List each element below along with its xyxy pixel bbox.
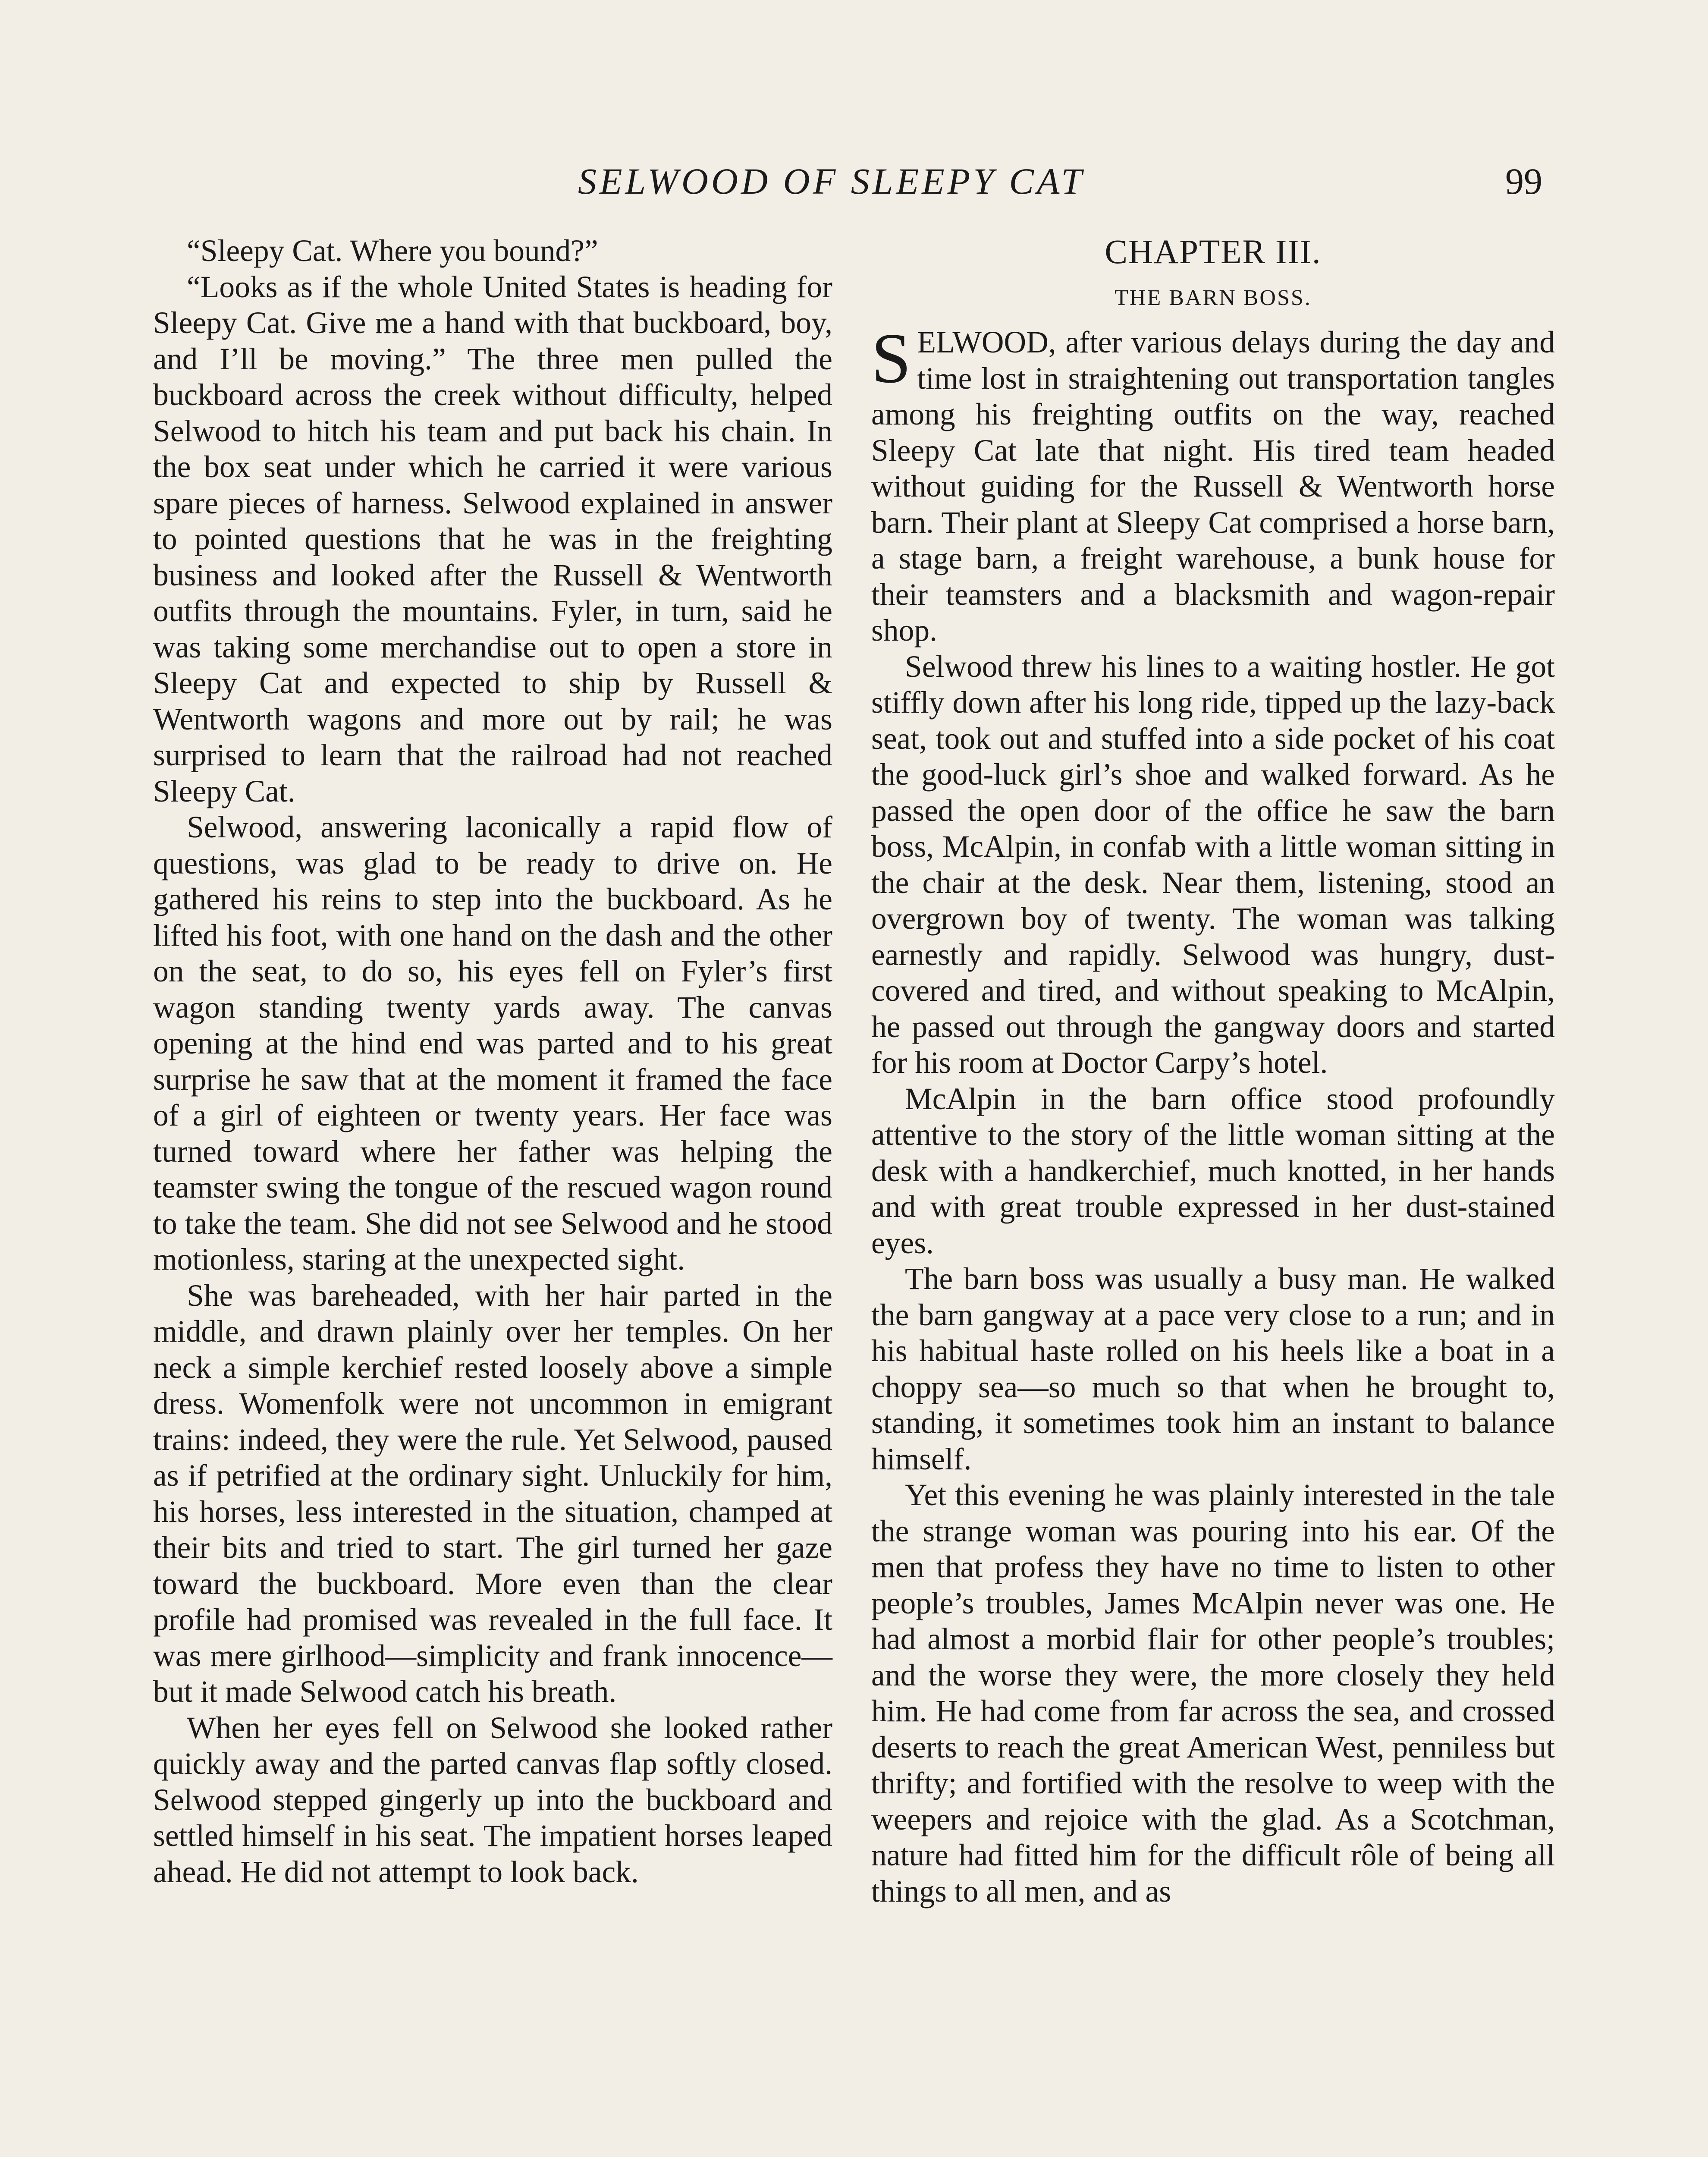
paragraph: When her eyes fell on Selwood she looked rather quickly away and the parted canvas flap softly closed. Selwood stepped gingerly up into the buckboard and settled himself in his seat. The impatient horses leaped ahead. He did not attempt to look back. <box>153 1711 832 1889</box>
right-column <box>871 233 1555 1909</box>
paragraph: She was bareheaded, with her hair parted in the middle, and drawn plainly over her temples. On her neck a simple kerchief rested loosely above a simple dress. Womenfolk were not uncommon in emigrant trains: indeed, they were the rule. Yet Selwood, paused as if petrified at the ordinary sight. Unluckily for him, his horses, less interested in the situation, champed at their bits and tried to start. The girl turned her gaze toward the buckboard. More even than the clear profile had promised was revealed in the full face. It was mere girlhood—simplicity and frank innocence—but it made Selwood catch his breath. <box>153 1278 832 1709</box>
paragraph: “Sleepy Cat. Where you bound?” <box>187 234 598 268</box>
paragraph: Selwood, answering laconically a rapid flow of questions, was glad to be ready to drive on. He gathered his reins to step into the buckboard. As he lifted his foot, with one hand on the dash and the other on the seat, to do so, his eyes fell on Fyler’s first wagon standing twenty yards away. The canvas opening at the hind end was parted and to his great surprise he saw that at the moment it framed the face of a girl of eighteen or twenty years. Her face was turned toward where her father was helping the teamster swing the tongue of the rescued wagon round to take the team. She did not see Selwood and he stood motionless, staring at the unexpected sight. <box>153 810 832 1277</box>
opening-paragraph-text: ELWOOD, after various delays during the day and time lost in straightening out transportation tangles among his freighting outfits on the way, reached Sleepy Cat late that night. His tired team headed without guiding for the Russell & Wentworth horse barn. Their plant at Sleepy Cat comprised a horse barn, a stage barn, a freight warehouse, a bunk house for their teamsters and a blacksmith and wagon-repair shop. <box>871 325 1555 648</box>
running-title: SELWOOD OF SLEEPY CAT <box>578 160 1085 202</box>
paragraph: “Looks as if the whole United States is heading for Sleepy Cat. Give me a hand with that buckboard, boy, and I’ll be moving.” The three men pulled the buckboard across the creek without difficulty, helped Selwood to hitch his team and put back his chain. In the box seat under which he carried it were various spare pieces of harness. Selwood explained in answer to pointed questions that he was in the freighting business and looked after the Russell & Wentworth outfits through the mountains. Fyler, in turn, said he was taking some merchandise out to open a store in Sleepy Cat and expected to ship by Russell & Wentworth wagons and more out by rail; he was surprised to learn that the railroad had not reached Sleepy Cat. <box>153 270 832 808</box>
drop-cap: S <box>871 318 911 398</box>
left-column <box>153 233 832 1890</box>
page-number: 99 <box>1505 160 1542 202</box>
paragraph: Yet this evening he was plainly interested in the tale the strange woman was pouring into his ear. Of the men that profess they have no time to listen to other people’s troubles, James McAlpin never was one. He had almost a morbid flair for other people’s troubles; and the worse they were, the more closely they held him. He had come from far across the sea, and crossed deserts to reach the great American West, penniless but thrifty; and fortified with the resolve to weep with the weepers and rejoice with the glad. As a Scotchman, nature had fitted him for the difficult rôle of being all things to all men, and as <box>871 1478 1555 1909</box>
chapter-subtitle: THE BARN BOSS. <box>1115 286 1312 310</box>
chapter-heading: CHAPTER III. <box>1105 233 1322 271</box>
chapter-opening-paragraph <box>871 318 1555 649</box>
paragraph: The barn boss was usually a busy man. He walked the barn gangway at a pace very close to a run; and in his habitual haste rolled on his heels like a boat in a choppy sea—so much so that when he brought to, standing, it sometimes took him an instant to balance himself. <box>871 1262 1555 1476</box>
paragraph: Selwood threw his lines to a waiting hostler. He got stiffly down after his long ride, tipped up the lazy-back seat, took out and stuffed into a side pocket of his coat the good-luck girl’s shoe and walked forward. As he passed the open door of the office he saw the barn boss, McAlpin, in confab with a little woman sitting in the chair at the desk. Near them, listening, stood an overgrown boy of twenty. The woman was talking earnestly and rapidly. Selwood was hungry, dust-covered and tired, and without speaking to McAlpin, he passed out through the gangway doors and started for his room at Doctor Carpy’s hotel. <box>871 649 1555 1080</box>
paragraph: McAlpin in the barn office stood profoundly attentive to the story of the little woman sitting at the desk with a handkerchief, much knotted, in her hands and with great trouble expressed in her dust-stained eyes. <box>871 1082 1555 1260</box>
